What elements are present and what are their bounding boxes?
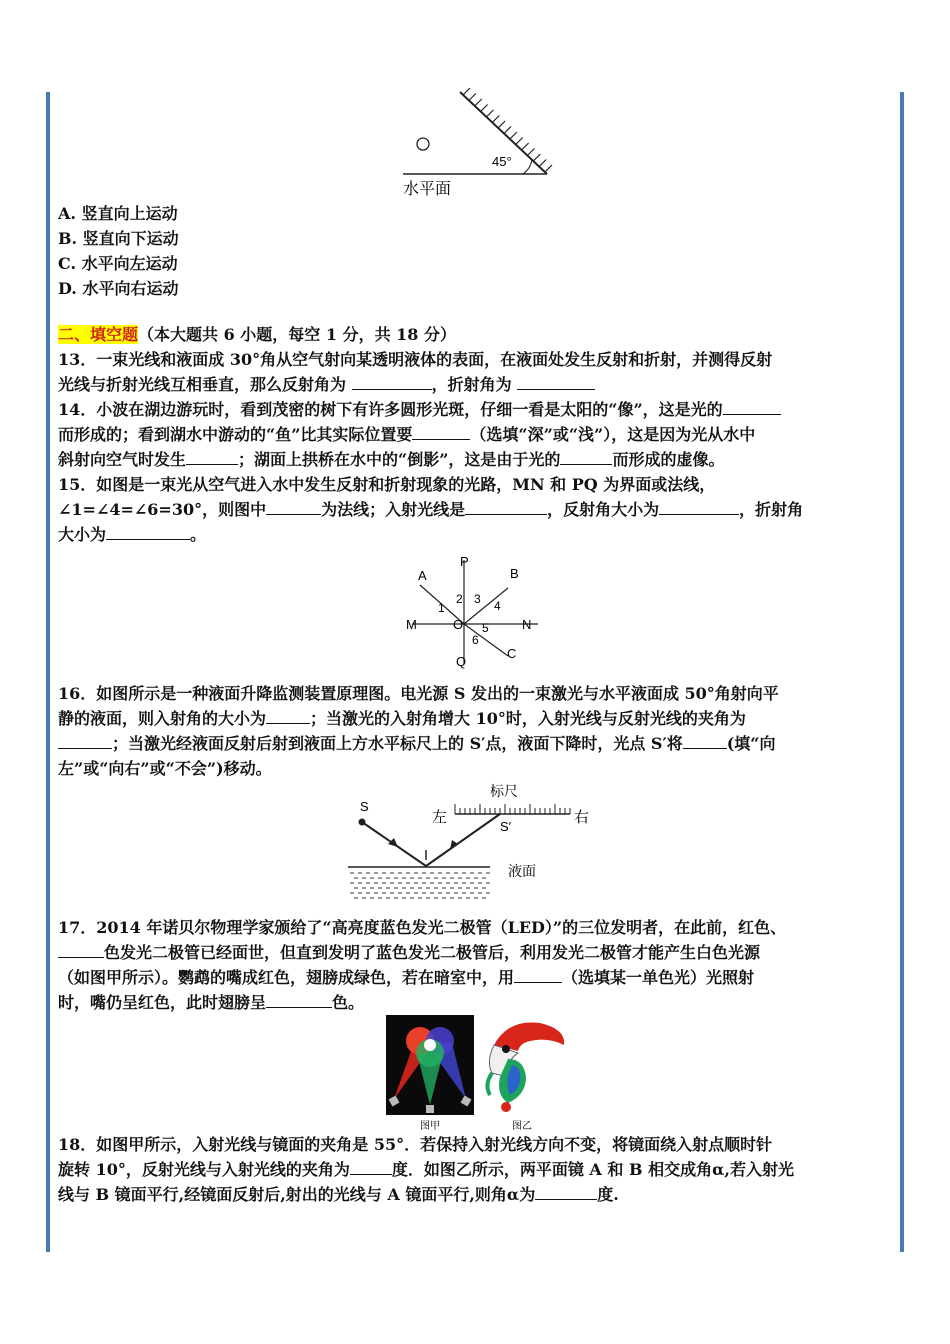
angle-3: 3 [474,592,481,606]
liquid-label: 液面 [508,863,536,879]
caption-jia: 图甲 [420,1121,440,1132]
q15-blank-3[interactable] [659,500,739,515]
q17-line2: 色发光二极管已经面世，但直到发明了蓝色发光二极管后，利用发光二极管才能产生白色光源 [58,940,898,965]
label-b: B [510,566,519,581]
point-o [417,138,429,150]
q14-line2: 而形成的；看到湖水中游动的“鱼”比其实际位置要 （选填“深”或“浅”），这是因为光从水中 [58,425,756,444]
angle-5: 5 [482,621,489,635]
q16-line2: 静的液面，则入射角的大小为 ；当激光的入射角增大 10°时，入射光线与反射光线的夹角为 [58,709,746,728]
angle-6: 6 [472,633,479,647]
label-p: P [460,554,469,569]
led-figure [386,1015,476,1133]
q18-line2: 旋转 10°，反射光线与入射光线的夹角为 度．如图乙所示，两平面镜 A 和 B 相交成角α,若入射光 [58,1160,794,1179]
angle-2: 2 [456,592,463,606]
q17-blank-3[interactable] [266,993,332,1008]
q17-line3: （如图甲所示）。鹦鹉的嘴成红色，翅膀成绿色，若在暗室中，用 （选填某一单色光）光照射 [58,968,755,987]
surface-label: 水平面 [403,181,452,198]
liquid-level-diagram [340,780,600,910]
q14-line3: 斜射向空气时发生 ；湖面上拱桥在水中的“倒影”，这是由于光的 而形成的虚像。 [58,450,725,469]
section-header [58,322,898,347]
option-c[interactable]: C. 水平向左运动 [58,254,178,273]
refraction-diagram [400,552,550,672]
q13-blank-2[interactable] [517,375,595,390]
option-b[interactable]: B. 竖直向下运动 [58,229,179,248]
q15-line1: 15．如图是一束光从空气进入水中发生反射和折射现象的光路，MN 和 PQ 为界面或法线， [58,475,716,494]
section-title: 二、填空题 [58,325,139,344]
q13-blank-1[interactable] [352,375,432,390]
q14-blank-2[interactable] [412,425,470,440]
angle-label: 45° [492,154,512,169]
label-c: C [507,646,517,661]
q17-blank-2[interactable] [514,968,562,983]
q16-line3: ；当激光经液面反射后射到液面上方水平标尺上的 S′点，液面下降时，光点 S′将 (填“向 [58,731,898,756]
caption-yi: 图乙 [512,1121,532,1132]
label-m: M [406,617,417,632]
q16-blank-2[interactable] [58,734,112,749]
mirror-figure [395,88,555,200]
q14-blank-3[interactable] [186,450,238,465]
spot-sp-label: S′ [500,819,512,834]
source-s-label: S [360,799,369,814]
q16-line4: 左”或“向右”或“不会”)移动。 [58,759,272,778]
q16-blank-3[interactable] [683,734,727,749]
q18-blank-2[interactable] [535,1185,597,1200]
page-border-right [900,92,904,1252]
q15-line3: 大小为 。 [58,525,207,544]
label-a: A [418,568,427,583]
angle-4: 4 [494,599,501,613]
q17-blank-1[interactable] [58,943,104,958]
option-a[interactable]: A. 竖直向上运动 [58,204,178,223]
q16-line1: 16．如图所示是一种液面升降监测装置原理图。电光源 S 发出的一束激光与水平液面成 50°角射向平 [58,684,779,703]
q17-line1: 17．2014 年诺贝尔物理学家颁给了“高亮度蓝色发光二极管（LED）”的三位发明者，在此前，红色、 [58,918,787,937]
q14-blank-1[interactable] [723,400,781,415]
q16-blank-1[interactable] [266,709,310,724]
label-q: Q [456,654,467,669]
q18-line1: 18．如图甲所示，入射光线与镜面的夹角是 55°．若保持入射光线方向不变，将镜面绕入射点顺时针 [58,1135,773,1154]
section-note: （本大题共 6 小题，每空 1 分，共 18 分） [138,325,456,344]
ray-ob [464,588,508,624]
q18-blank-1[interactable] [350,1160,392,1175]
angle-1: 1 [438,601,445,615]
q15-blank-1[interactable] [266,500,321,515]
q15-line2: ∠1=∠4=∠6=30°，则图中 为法线；入射光线是 ，反射角大小为 ，折射角 [58,500,804,519]
ruler-left-label: 左 [432,809,448,826]
q14-line1: 14．小波在湖边游玩时，看到茂密的树下有许多圆形光斑，仔细一看是太阳的“像”，这是光的 [58,397,898,422]
ruler-right-label: 右 [574,809,590,826]
q17-line4: 时，嘴仍呈红色，此时翅膀呈 色。 [58,993,365,1012]
q13-line2: 光线与折射光线互相垂直，那么反射角为 ，折射角为 [58,372,898,397]
ruler-label: 标尺 [490,783,518,799]
q18-line3: 线与 B 镜面平行,经镜面反射后,射出的光线与 A 镜面平行,则角α为 度. [58,1185,619,1204]
label-o: O [453,617,464,632]
q13-line1: 13．一束光线和液面成 30°角从空气射向某透明液体的表面，在液面处发生反射和折射，并测得反射 [58,350,773,369]
label-n: N [522,617,532,632]
parrot-figure [478,1015,568,1133]
option-d[interactable]: D. 水平向右运动 [58,279,179,298]
q15-blank-2[interactable] [465,500,547,515]
q14-blank-4[interactable] [560,450,612,465]
q15-blank-4[interactable] [106,525,190,540]
page-border-left [46,92,50,1252]
